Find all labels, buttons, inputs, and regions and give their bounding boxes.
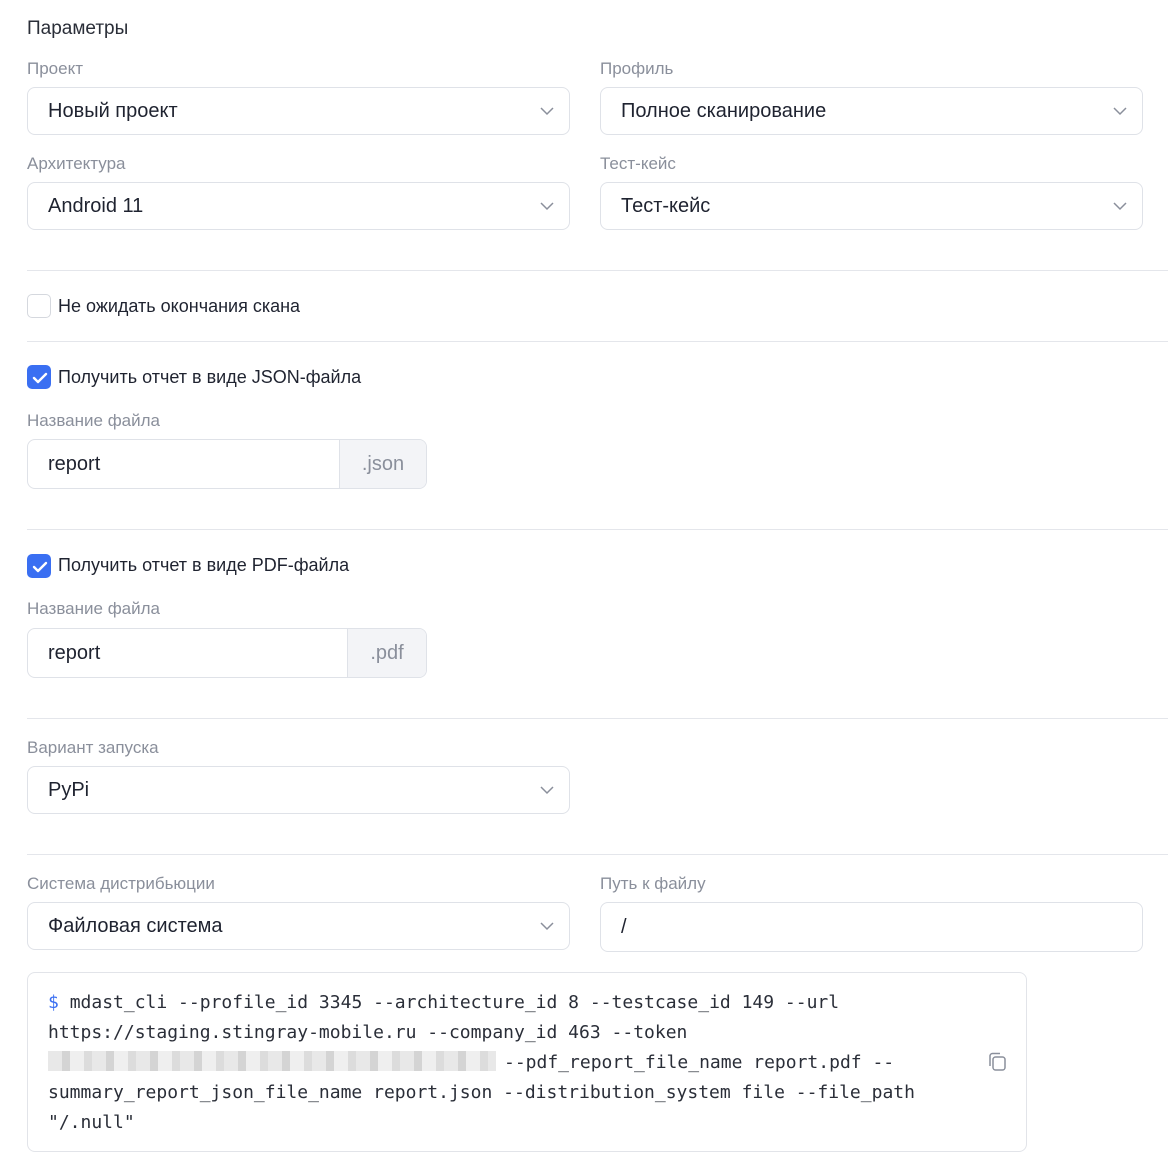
profile-label: Профиль [600, 59, 674, 78]
chevron-down-icon [539, 918, 555, 934]
project-select-value: Новый проект [48, 99, 178, 122]
divider [27, 270, 1168, 271]
chevron-down-icon [1112, 198, 1128, 214]
json-file-suffix: .json [339, 440, 426, 488]
chevron-down-icon [539, 198, 555, 214]
json-file-label: Название файла [27, 411, 161, 430]
project-select[interactable] [27, 87, 570, 135]
launch-select[interactable] [27, 766, 570, 814]
divider [27, 854, 1168, 855]
divider [27, 341, 1168, 342]
json-file-input[interactable]: report [48, 452, 101, 475]
section-title: Параметры [27, 18, 129, 39]
no-wait-label[interactable]: Не ожидать окончания скана [58, 296, 301, 316]
redacted-token [48, 1051, 496, 1071]
chevron-down-icon [539, 782, 555, 798]
distribution-select-value: Файловая система [48, 914, 223, 937]
command-line-5: "/.null" [48, 1112, 135, 1133]
checkmark-icon [32, 371, 48, 385]
no-wait-checkbox[interactable] [27, 294, 51, 318]
pdf-file-input[interactable]: report [48, 641, 101, 664]
file-path-label: Путь к файлу [600, 874, 706, 893]
launch-select-value: PyPi [48, 778, 90, 801]
json-report-checkbox[interactable] [27, 365, 51, 389]
pdf-file-suffix: .pdf [347, 629, 426, 677]
chevron-down-icon [1112, 103, 1128, 119]
copy-icon[interactable] [986, 1051, 1008, 1073]
distribution-select[interactable] [27, 902, 570, 950]
testcase-select[interactable] [600, 182, 1143, 230]
command-prompt: $ [48, 992, 59, 1013]
command-line-3 [48, 1048, 1006, 1078]
testcase-select-value: Тест-кейс [621, 194, 711, 217]
json-report-label[interactable]: Получить отчет в виде JSON-файла [58, 367, 362, 387]
pdf-file-input-group [27, 628, 427, 678]
command-line-1 [48, 988, 1006, 1018]
pdf-report-checkbox[interactable] [27, 554, 51, 578]
chevron-down-icon [539, 103, 555, 119]
testcase-label: Тест-кейс [600, 154, 676, 173]
command-line-2: https://staging.stingray-mobile.ru --company_id 463 --token [48, 1022, 688, 1043]
pdf-report-label[interactable]: Получить отчет в виде PDF-файла [58, 555, 350, 575]
architecture-select[interactable] [27, 182, 570, 230]
command-box [27, 972, 1027, 1152]
json-file-input-group [27, 439, 427, 489]
architecture-label: Архитектура [27, 154, 126, 173]
divider [27, 529, 1168, 530]
profile-select-value: Полное сканирование [621, 99, 827, 122]
file-path-input[interactable]: / [600, 902, 1143, 952]
divider [27, 718, 1168, 719]
project-label: Проект [27, 59, 83, 78]
pdf-file-label: Название файла [27, 599, 161, 618]
command-line-4: summary_report_json_file_name report.json --distribution_system file --file_path [48, 1082, 915, 1103]
checkmark-icon [32, 560, 48, 574]
profile-select[interactable] [600, 87, 1143, 135]
command-line-1-text: mdast_cli --profile_id 3345 --architecture_id 8 --testcase_id 149 --url [69, 992, 840, 1013]
launch-label: Вариант запуска [27, 738, 159, 757]
architecture-select-value: Android 11 [48, 194, 144, 217]
distribution-label: Система дистрибьюции [27, 874, 215, 893]
command-line-3-text: --pdf_report_file_name report.pdf -- [504, 1052, 895, 1073]
